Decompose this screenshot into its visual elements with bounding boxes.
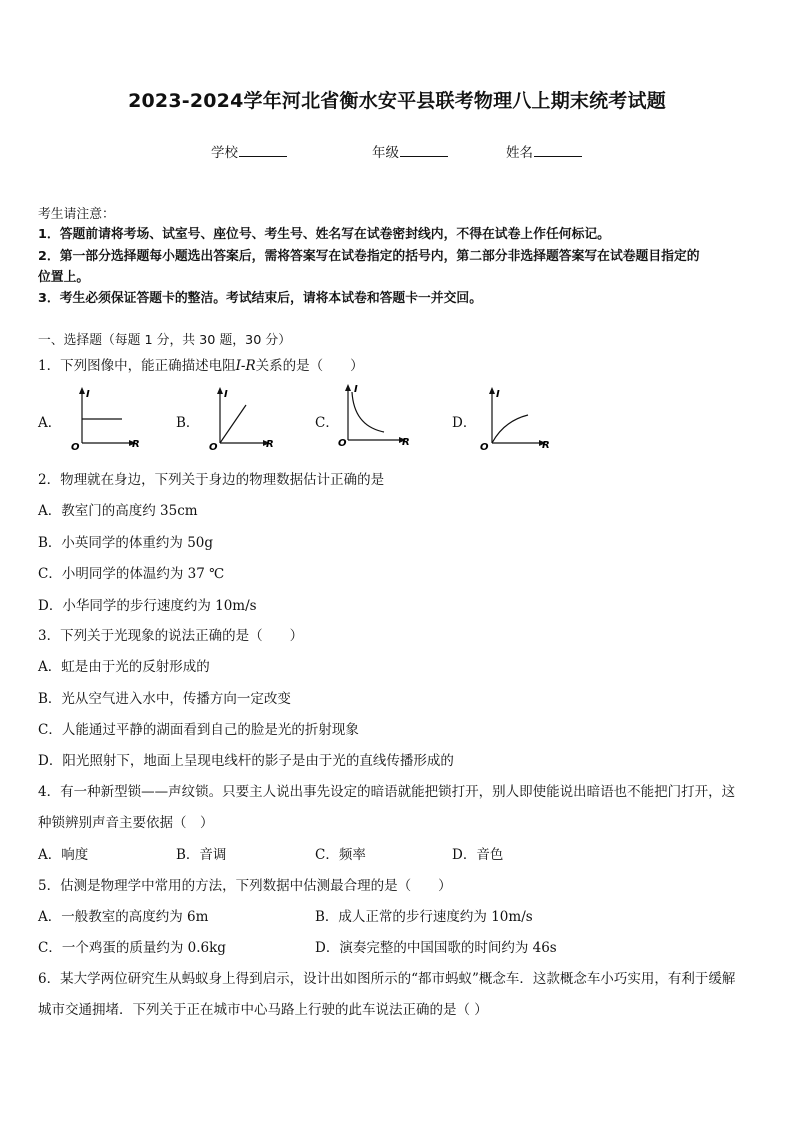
axis-x-label: R [132, 439, 140, 450]
grade-blank[interactable] [400, 144, 448, 157]
graph-b[interactable] [204, 385, 280, 451]
option-label-c: C． [315, 415, 339, 431]
name-blank[interactable] [534, 144, 582, 157]
option-label-d: D． [452, 415, 477, 431]
notice-item: 3．考生必须保证答题卡的整洁。考试结束后，请将本试卷和答题卡一并交回。 [38, 291, 482, 306]
option-3b[interactable]: B．光从空气进入水中，传播方向一定改变 [38, 691, 291, 707]
origin-label: O [480, 442, 489, 451]
notice-item: 2．第一部分选择题每小题选出答案后，需将答案写在试卷指定的括号内，第二部分非选择题答案写在试卷题目指定的 [38, 249, 700, 264]
axis-y-label: I [496, 389, 500, 400]
question-5-stem: 5．估测是物理学中常用的方法，下列数据中估测最合理的是（ ） [38, 878, 452, 894]
option-2a[interactable]: A．教室门的高度约 35cm [38, 503, 198, 519]
grade-field[interactable] [372, 141, 448, 161]
option-5b[interactable]: B．成人正常的步行速度约为 10m/s [315, 909, 533, 925]
option-4c[interactable]: C．频率 [315, 847, 366, 863]
option-4a[interactable]: A．响度 [38, 847, 89, 863]
option-5a[interactable]: A．一般教室的高度约为 6m [38, 909, 209, 925]
option-3a[interactable]: A．虹是由于光的反射形成的 [38, 659, 210, 675]
origin-label: O [209, 442, 218, 451]
question-1-stem [38, 354, 364, 374]
grade-label: 年级 [372, 145, 399, 161]
axis-x-label: R [266, 439, 274, 450]
school-label: 学校 [211, 145, 238, 161]
axis-x-label: R [402, 437, 410, 448]
notice-item: 位置上。 [38, 270, 90, 285]
question-4-stem-line1: 4．有一种新型锁——声纹锁。只要主人说出事先设定的暗语就能把锁打开，别人即使能说出暗语也不能把门打开，这 [38, 784, 736, 800]
axis-y-label: I [354, 384, 358, 395]
school-field[interactable] [211, 141, 287, 161]
origin-label: O [71, 442, 80, 451]
section-heading: 一、选择题（每题 1 分，共 30 题，30 分） [38, 333, 292, 348]
name-field[interactable] [506, 141, 582, 161]
notice-heading: 考生请注意： [38, 207, 115, 222]
option-2d[interactable]: D．小华同学的步行速度约为 10m/s [38, 598, 257, 614]
option-2c[interactable]: C．小明同学的体温约为 37 ℃ [38, 566, 225, 582]
option-3d[interactable]: D．阳光照射下，地面上呈现电线杆的影子是由于光的直线传播形成的 [38, 753, 454, 769]
option-label-a: A． [38, 415, 62, 431]
option-5d[interactable]: D．演奏完整的中国国歌的时间约为 46s [315, 940, 557, 956]
question-6-stem-line2: 城市交通拥堵．下列关于正在城市中心马路上行驶的此车说法正确的是（ ） [38, 1002, 488, 1018]
graph-c[interactable] [338, 380, 414, 448]
option-label-b: B． [176, 415, 200, 431]
option-5c[interactable]: C．一个鸡蛋的质量约为 0.6kg [38, 940, 226, 956]
option-2b[interactable]: B．小英同学的体重约为 50g [38, 535, 214, 551]
option-3c[interactable]: C．人能通过平静的湖面看到自己的脸是光的折射现象 [38, 722, 359, 738]
question-4-stem-line2: 种锁辨别声音主要依据（ ） [38, 815, 214, 831]
question-3-stem: 3．下列关于光现象的说法正确的是（ ） [38, 628, 304, 644]
stem-variable: I-R [235, 358, 256, 374]
stem-part: 1．下列图像中，能正确描述电阻 [38, 358, 236, 374]
name-label: 姓名 [506, 145, 533, 161]
stem-part: 关系的是（ ） [255, 358, 364, 374]
question-6-stem-line1: 6．某大学两位研究生从蚂蚁身上得到启示，设计出如图所示的“都市蚂蚁”概念车．这款概念车小巧实用，有利于缓解 [38, 971, 736, 987]
notice-item: 1．答题前请将考场、试室号、座位号、考生号、姓名写在试卷密封线内，不得在试卷上作任何标记。 [38, 227, 610, 242]
graph-d[interactable] [478, 385, 558, 451]
option-4b[interactable]: B．音调 [176, 847, 227, 863]
axis-y-label: I [86, 389, 90, 400]
page-title: 2023-2024学年河北省衡水安平县联考物理八上期末统考试题 [128, 90, 666, 112]
question-2-stem: 2．物理就在身边，下列关于身边的物理数据估计正确的是 [38, 472, 385, 488]
graph-a[interactable] [66, 385, 142, 451]
axis-y-label: I [224, 389, 228, 400]
school-blank[interactable] [239, 144, 287, 157]
axis-x-label: R [542, 440, 550, 451]
origin-label: O [338, 438, 347, 448]
option-4d[interactable]: D．音色 [452, 847, 504, 863]
